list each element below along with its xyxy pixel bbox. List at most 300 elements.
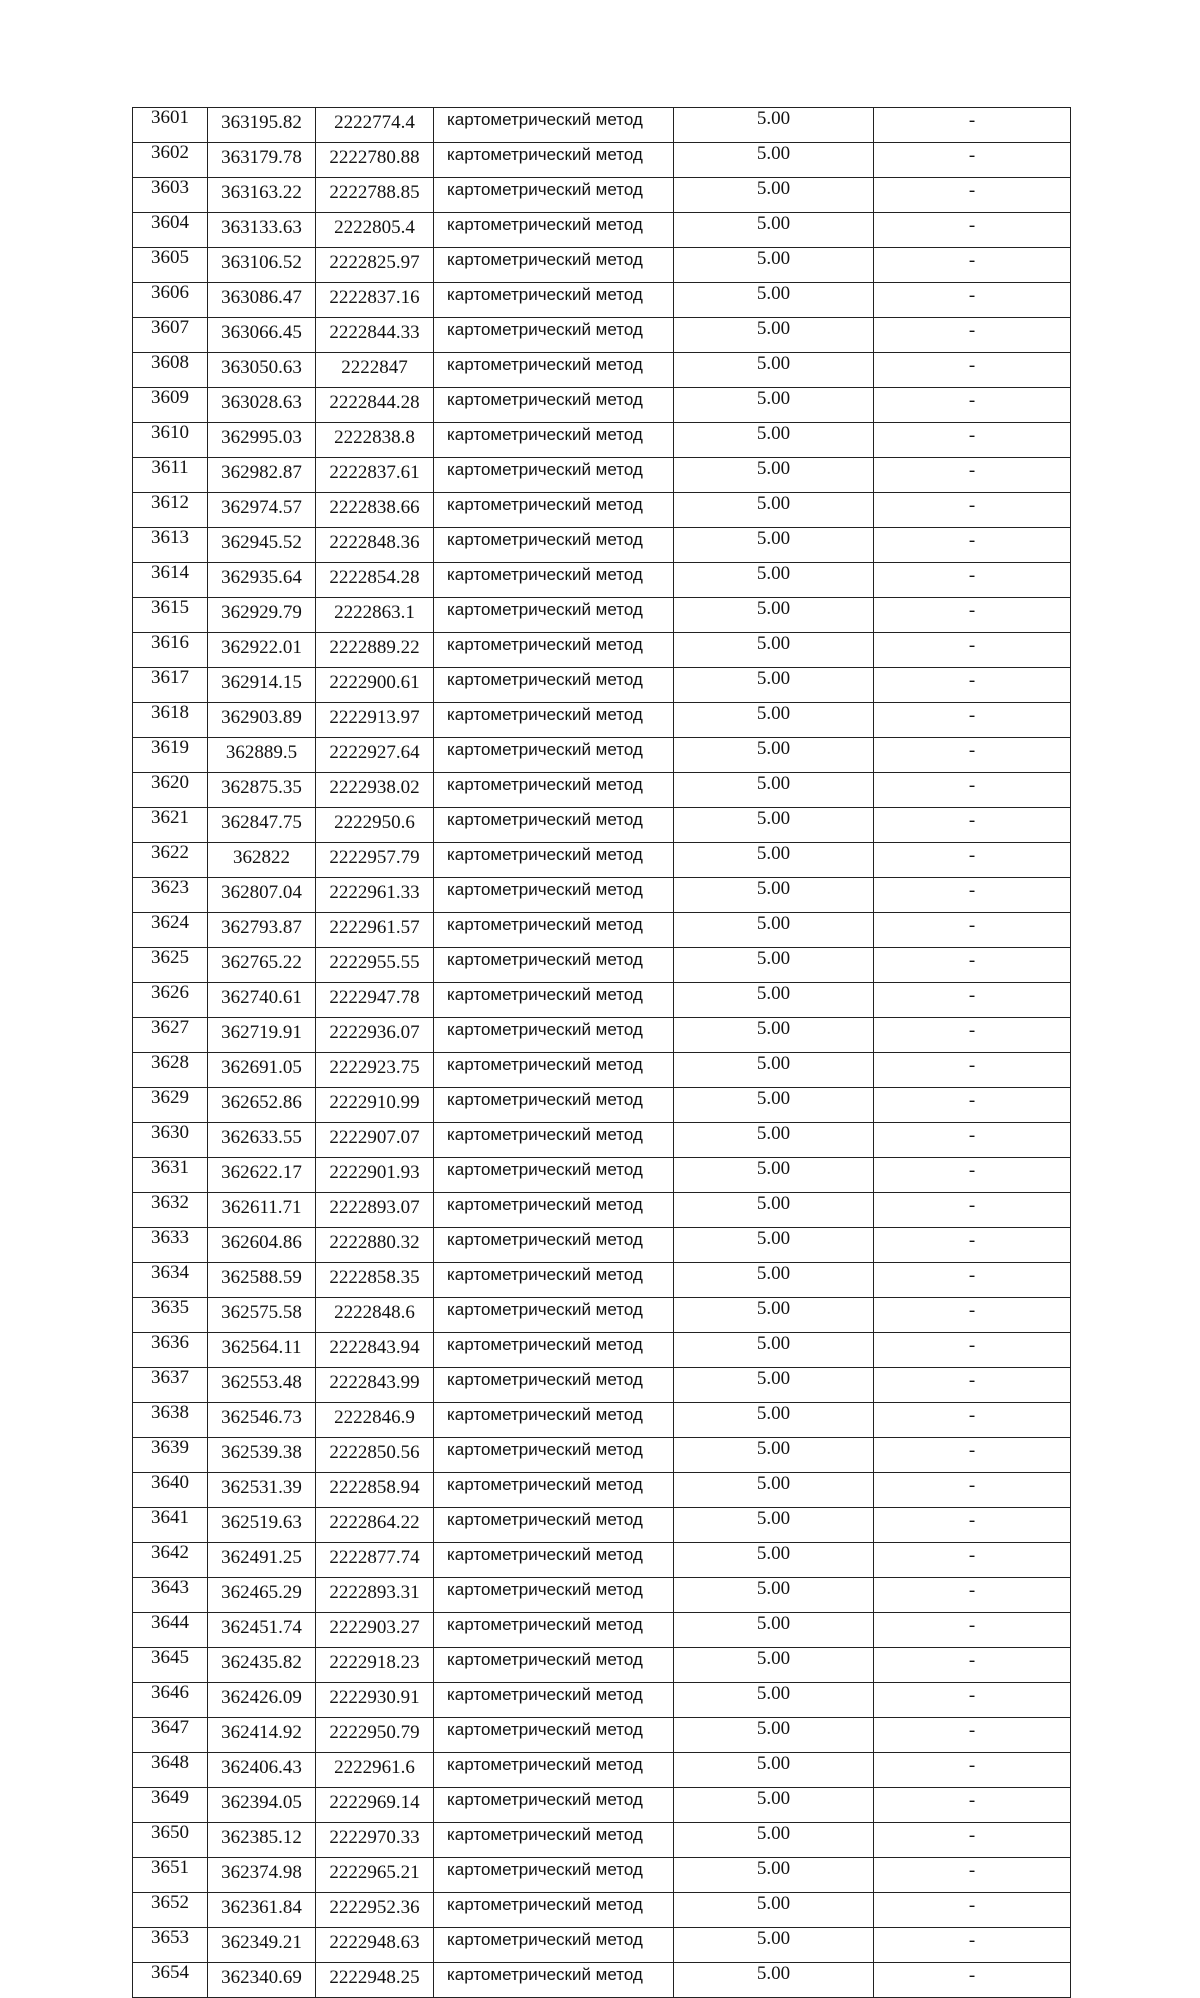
point-number-cell: 3631 [133,1158,208,1193]
method-cell: картометрический метод [434,1753,674,1788]
method-cell: картометрический метод [434,1298,674,1333]
point-number-cell: 3650 [133,1823,208,1858]
y-coordinate-cell: 2222913.97 [316,703,434,738]
point-number-cell: 3610 [133,423,208,458]
point-number-cell: 3611 [133,458,208,493]
y-coordinate-cell: 2222847 [316,353,434,388]
x-coordinate-cell: 362491.25 [208,1543,316,1578]
point-number-cell: 3648 [133,1753,208,1788]
x-coordinate-cell: 362531.39 [208,1473,316,1508]
table-row [133,143,1071,178]
note-cell: - [874,283,1071,318]
x-coordinate-cell: 362385.12 [208,1823,316,1858]
note-cell: - [874,1613,1071,1648]
accuracy-cell: 5.00 [674,703,874,738]
x-coordinate-cell: 362847.75 [208,808,316,843]
point-number-cell: 3634 [133,1263,208,1298]
table-row [133,178,1071,213]
coordinates-table-body [133,108,1071,1998]
point-number-cell: 3636 [133,1333,208,1368]
x-coordinate-cell: 362935.64 [208,563,316,598]
y-coordinate-cell: 2222961.57 [316,913,434,948]
table-row [133,1963,1071,1998]
y-coordinate-cell: 2222952.36 [316,1893,434,1928]
accuracy-cell: 5.00 [674,1683,874,1718]
y-coordinate-cell: 2222907.07 [316,1123,434,1158]
method-cell: картометрический метод [434,248,674,283]
x-coordinate-cell: 362719.91 [208,1018,316,1053]
accuracy-cell: 5.00 [674,738,874,773]
x-coordinate-cell: 363066.45 [208,318,316,353]
method-cell: картометрический метод [434,1823,674,1858]
note-cell: - [874,178,1071,213]
method-cell: картометрический метод [434,178,674,213]
accuracy-cell: 5.00 [674,1893,874,1928]
point-number-cell: 3612 [133,493,208,528]
note-cell: - [874,1438,1071,1473]
point-number-cell: 3601 [133,108,208,143]
x-coordinate-cell: 362691.05 [208,1053,316,1088]
note-cell: - [874,1508,1071,1543]
x-coordinate-cell: 362553.48 [208,1368,316,1403]
accuracy-cell: 5.00 [674,1963,874,1998]
point-number-cell: 3620 [133,773,208,808]
method-cell: картометрический метод [434,1088,674,1123]
x-coordinate-cell: 362394.05 [208,1788,316,1823]
table-row [133,563,1071,598]
y-coordinate-cell: 2222948.25 [316,1963,434,1998]
point-number-cell: 3626 [133,983,208,1018]
x-coordinate-cell: 362564.11 [208,1333,316,1368]
y-coordinate-cell: 2222901.93 [316,1158,434,1193]
note-cell: - [874,1963,1071,1998]
table-row [133,1438,1071,1473]
point-number-cell: 3644 [133,1613,208,1648]
y-coordinate-cell: 2222837.16 [316,283,434,318]
y-coordinate-cell: 2222825.97 [316,248,434,283]
note-cell: - [874,1578,1071,1613]
x-coordinate-cell: 362740.61 [208,983,316,1018]
method-cell: картометрический метод [434,843,674,878]
note-cell: - [874,738,1071,773]
accuracy-cell: 5.00 [674,1823,874,1858]
accuracy-cell: 5.00 [674,1648,874,1683]
y-coordinate-cell: 2222893.31 [316,1578,434,1613]
point-number-cell: 3646 [133,1683,208,1718]
x-coordinate-cell: 362604.86 [208,1228,316,1263]
accuracy-cell: 5.00 [674,1298,874,1333]
y-coordinate-cell: 2222965.21 [316,1858,434,1893]
x-coordinate-cell: 363163.22 [208,178,316,213]
note-cell: - [874,108,1071,143]
method-cell: картометрический метод [434,1193,674,1228]
method-cell: картометрический метод [434,353,674,388]
x-coordinate-cell: 363106.52 [208,248,316,283]
table-row [133,1193,1071,1228]
y-coordinate-cell: 2222903.27 [316,1613,434,1648]
note-cell: - [874,1158,1071,1193]
point-number-cell: 3630 [133,1123,208,1158]
note-cell: - [874,843,1071,878]
y-coordinate-cell: 2222957.79 [316,843,434,878]
accuracy-cell: 5.00 [674,1543,874,1578]
accuracy-cell: 5.00 [674,353,874,388]
method-cell: картометрический метод [434,1018,674,1053]
accuracy-cell: 5.00 [674,388,874,423]
y-coordinate-cell: 2222858.94 [316,1473,434,1508]
x-coordinate-cell: 363133.63 [208,213,316,248]
x-coordinate-cell: 362546.73 [208,1403,316,1438]
y-coordinate-cell: 2222918.23 [316,1648,434,1683]
method-cell: картометрический метод [434,878,674,913]
method-cell: картометрический метод [434,598,674,633]
y-coordinate-cell: 2222788.85 [316,178,434,213]
point-number-cell: 3639 [133,1438,208,1473]
point-number-cell: 3617 [133,668,208,703]
x-coordinate-cell: 362793.87 [208,913,316,948]
y-coordinate-cell: 2222936.07 [316,1018,434,1053]
y-coordinate-cell: 2222843.94 [316,1333,434,1368]
y-coordinate-cell: 2222893.07 [316,1193,434,1228]
method-cell: картометрический метод [434,528,674,563]
table-row [133,703,1071,738]
y-coordinate-cell: 2222780.88 [316,143,434,178]
y-coordinate-cell: 2222774.4 [316,108,434,143]
note-cell: - [874,668,1071,703]
table-row [133,1123,1071,1158]
point-number-cell: 3651 [133,1858,208,1893]
table-row [133,1893,1071,1928]
table-row [133,1018,1071,1053]
point-number-cell: 3619 [133,738,208,773]
accuracy-cell: 5.00 [674,1053,874,1088]
table-row [133,353,1071,388]
x-coordinate-cell: 362340.69 [208,1963,316,1998]
table-row [133,423,1071,458]
table-row [133,1228,1071,1263]
point-number-cell: 3615 [133,598,208,633]
accuracy-cell: 5.00 [674,1123,874,1158]
point-number-cell: 3607 [133,318,208,353]
method-cell: картометрический метод [434,633,674,668]
y-coordinate-cell: 2222854.28 [316,563,434,598]
note-cell: - [874,1858,1071,1893]
x-coordinate-cell: 362361.84 [208,1893,316,1928]
table-row [133,1928,1071,1963]
table-row [133,1543,1071,1578]
y-coordinate-cell: 2222938.02 [316,773,434,808]
x-coordinate-cell: 362374.98 [208,1858,316,1893]
method-cell: картометрический метод [434,703,674,738]
table-row [133,528,1071,563]
x-coordinate-cell: 362765.22 [208,948,316,983]
x-coordinate-cell: 363028.63 [208,388,316,423]
table-row [133,1718,1071,1753]
note-cell: - [874,458,1071,493]
y-coordinate-cell: 2222844.33 [316,318,434,353]
point-number-cell: 3605 [133,248,208,283]
y-coordinate-cell: 2222850.56 [316,1438,434,1473]
y-coordinate-cell: 2222969.14 [316,1788,434,1823]
y-coordinate-cell: 2222846.9 [316,1403,434,1438]
method-cell: картометрический метод [434,1228,674,1263]
y-coordinate-cell: 2222880.32 [316,1228,434,1263]
y-coordinate-cell: 2222948.63 [316,1928,434,1963]
accuracy-cell: 5.00 [674,633,874,668]
note-cell: - [874,563,1071,598]
accuracy-cell: 5.00 [674,1368,874,1403]
accuracy-cell: 5.00 [674,458,874,493]
method-cell: картометрический метод [434,948,674,983]
point-number-cell: 3628 [133,1053,208,1088]
table-row [133,668,1071,703]
note-cell: - [874,1928,1071,1963]
y-coordinate-cell: 2222927.64 [316,738,434,773]
method-cell: картометрический метод [434,808,674,843]
accuracy-cell: 5.00 [674,213,874,248]
method-cell: картометрический метод [434,668,674,703]
note-cell: - [874,1823,1071,1858]
accuracy-cell: 5.00 [674,423,874,458]
note-cell: - [874,948,1071,983]
x-coordinate-cell: 362945.52 [208,528,316,563]
note-cell: - [874,388,1071,423]
method-cell: картометрический метод [434,913,674,948]
x-coordinate-cell: 362807.04 [208,878,316,913]
note-cell: - [874,1543,1071,1578]
method-cell: картометрический метод [434,388,674,423]
note-cell: - [874,1473,1071,1508]
accuracy-cell: 5.00 [674,1928,874,1963]
accuracy-cell: 5.00 [674,1403,874,1438]
x-coordinate-cell: 362519.63 [208,1508,316,1543]
x-coordinate-cell: 362922.01 [208,633,316,668]
point-number-cell: 3624 [133,913,208,948]
method-cell: картометрический метод [434,1158,674,1193]
table-row [133,1648,1071,1683]
point-number-cell: 3613 [133,528,208,563]
table-row [133,458,1071,493]
method-cell: картометрический метод [434,1648,674,1683]
point-number-cell: 3625 [133,948,208,983]
accuracy-cell: 5.00 [674,1193,874,1228]
note-cell: - [874,1333,1071,1368]
x-coordinate-cell: 362575.58 [208,1298,316,1333]
point-number-cell: 3654 [133,1963,208,1998]
y-coordinate-cell: 2222955.55 [316,948,434,983]
y-coordinate-cell: 2222910.99 [316,1088,434,1123]
method-cell: картометрический метод [434,283,674,318]
point-number-cell: 3652 [133,1893,208,1928]
x-coordinate-cell: 363050.63 [208,353,316,388]
x-coordinate-cell: 362406.43 [208,1753,316,1788]
note-cell: - [874,633,1071,668]
table-row [133,913,1071,948]
x-coordinate-cell: 362982.87 [208,458,316,493]
method-cell: картометрический метод [434,1368,674,1403]
y-coordinate-cell: 2222961.6 [316,1753,434,1788]
method-cell: картометрический метод [434,143,674,178]
note-cell: - [874,248,1071,283]
note-cell: - [874,1193,1071,1228]
y-coordinate-cell: 2222848.6 [316,1298,434,1333]
note-cell: - [874,493,1071,528]
point-number-cell: 3606 [133,283,208,318]
table-row [133,388,1071,423]
x-coordinate-cell: 362822 [208,843,316,878]
accuracy-cell: 5.00 [674,1613,874,1648]
table-row [133,1788,1071,1823]
point-number-cell: 3642 [133,1543,208,1578]
x-coordinate-cell: 362435.82 [208,1648,316,1683]
x-coordinate-cell: 362588.59 [208,1263,316,1298]
point-number-cell: 3649 [133,1788,208,1823]
note-cell: - [874,1788,1071,1823]
accuracy-cell: 5.00 [674,878,874,913]
method-cell: картометрический метод [434,1508,674,1543]
point-number-cell: 3640 [133,1473,208,1508]
table-row [133,1613,1071,1648]
note-cell: - [874,1368,1071,1403]
accuracy-cell: 5.00 [674,668,874,703]
note-cell: - [874,213,1071,248]
accuracy-cell: 5.00 [674,948,874,983]
note-cell: - [874,1123,1071,1158]
x-coordinate-cell: 362349.21 [208,1928,316,1963]
y-coordinate-cell: 2222961.33 [316,878,434,913]
method-cell: картометрический метод [434,1613,674,1648]
note-cell: - [874,1298,1071,1333]
method-cell: картометрический метод [434,1438,674,1473]
accuracy-cell: 5.00 [674,1088,874,1123]
accuracy-cell: 5.00 [674,108,874,143]
table-row [133,1263,1071,1298]
x-coordinate-cell: 362414.92 [208,1718,316,1753]
y-coordinate-cell: 2222950.6 [316,808,434,843]
method-cell: картометрический метод [434,1473,674,1508]
accuracy-cell: 5.00 [674,283,874,318]
x-coordinate-cell: 362622.17 [208,1158,316,1193]
y-coordinate-cell: 2222923.75 [316,1053,434,1088]
note-cell: - [874,143,1071,178]
note-cell: - [874,1403,1071,1438]
point-number-cell: 3635 [133,1298,208,1333]
table-row [133,1508,1071,1543]
note-cell: - [874,1018,1071,1053]
table-row [133,248,1071,283]
x-coordinate-cell: 362929.79 [208,598,316,633]
y-coordinate-cell: 2222970.33 [316,1823,434,1858]
table-row [133,318,1071,353]
x-coordinate-cell: 362465.29 [208,1578,316,1613]
accuracy-cell: 5.00 [674,808,874,843]
point-number-cell: 3633 [133,1228,208,1263]
point-number-cell: 3608 [133,353,208,388]
table-row [133,108,1071,143]
x-coordinate-cell: 362914.15 [208,668,316,703]
x-coordinate-cell: 363179.78 [208,143,316,178]
y-coordinate-cell: 2222864.22 [316,1508,434,1543]
table-row [133,1088,1071,1123]
accuracy-cell: 5.00 [674,1228,874,1263]
method-cell: картометрический метод [434,773,674,808]
method-cell: картометрический метод [434,1788,674,1823]
method-cell: картометрический метод [434,1123,674,1158]
accuracy-cell: 5.00 [674,1438,874,1473]
y-coordinate-cell: 2222863.1 [316,598,434,633]
accuracy-cell: 5.00 [674,1018,874,1053]
accuracy-cell: 5.00 [674,983,874,1018]
table-row [133,843,1071,878]
accuracy-cell: 5.00 [674,1263,874,1298]
y-coordinate-cell: 2222877.74 [316,1543,434,1578]
accuracy-cell: 5.00 [674,318,874,353]
x-coordinate-cell: 363086.47 [208,283,316,318]
note-cell: - [874,703,1071,738]
accuracy-cell: 5.00 [674,1333,874,1368]
y-coordinate-cell: 2222838.66 [316,493,434,528]
accuracy-cell: 5.00 [674,178,874,213]
note-cell: - [874,318,1071,353]
point-number-cell: 3641 [133,1508,208,1543]
y-coordinate-cell: 2222838.8 [316,423,434,458]
y-coordinate-cell: 2222844.28 [316,388,434,423]
point-number-cell: 3653 [133,1928,208,1963]
accuracy-cell: 5.00 [674,248,874,283]
x-coordinate-cell: 362451.74 [208,1613,316,1648]
x-coordinate-cell: 362903.89 [208,703,316,738]
table-row [133,1368,1071,1403]
x-coordinate-cell: 362426.09 [208,1683,316,1718]
accuracy-cell: 5.00 [674,773,874,808]
point-number-cell: 3604 [133,213,208,248]
point-number-cell: 3645 [133,1648,208,1683]
y-coordinate-cell: 2222900.61 [316,668,434,703]
method-cell: картометрический метод [434,1333,674,1368]
x-coordinate-cell: 362889.5 [208,738,316,773]
point-number-cell: 3621 [133,808,208,843]
accuracy-cell: 5.00 [674,143,874,178]
accuracy-cell: 5.00 [674,1508,874,1543]
point-number-cell: 3616 [133,633,208,668]
x-coordinate-cell: 362539.38 [208,1438,316,1473]
point-number-cell: 3647 [133,1718,208,1753]
x-coordinate-cell: 362974.57 [208,493,316,528]
accuracy-cell: 5.00 [674,843,874,878]
y-coordinate-cell: 2222930.91 [316,1683,434,1718]
accuracy-cell: 5.00 [674,1858,874,1893]
point-number-cell: 3629 [133,1088,208,1123]
y-coordinate-cell: 2222837.61 [316,458,434,493]
table-row [133,773,1071,808]
accuracy-cell: 5.00 [674,493,874,528]
table-row [133,983,1071,1018]
accuracy-cell: 5.00 [674,1578,874,1613]
note-cell: - [874,353,1071,388]
method-cell: картометрический метод [434,1403,674,1438]
table-row [133,1473,1071,1508]
y-coordinate-cell: 2222805.4 [316,213,434,248]
method-cell: картометрический метод [434,1053,674,1088]
point-number-cell: 3602 [133,143,208,178]
accuracy-cell: 5.00 [674,563,874,598]
accuracy-cell: 5.00 [674,913,874,948]
table-row [133,878,1071,913]
method-cell: картометрический метод [434,318,674,353]
method-cell: картометрический метод [434,1263,674,1298]
y-coordinate-cell: 2222848.36 [316,528,434,563]
method-cell: картометрический метод [434,458,674,493]
